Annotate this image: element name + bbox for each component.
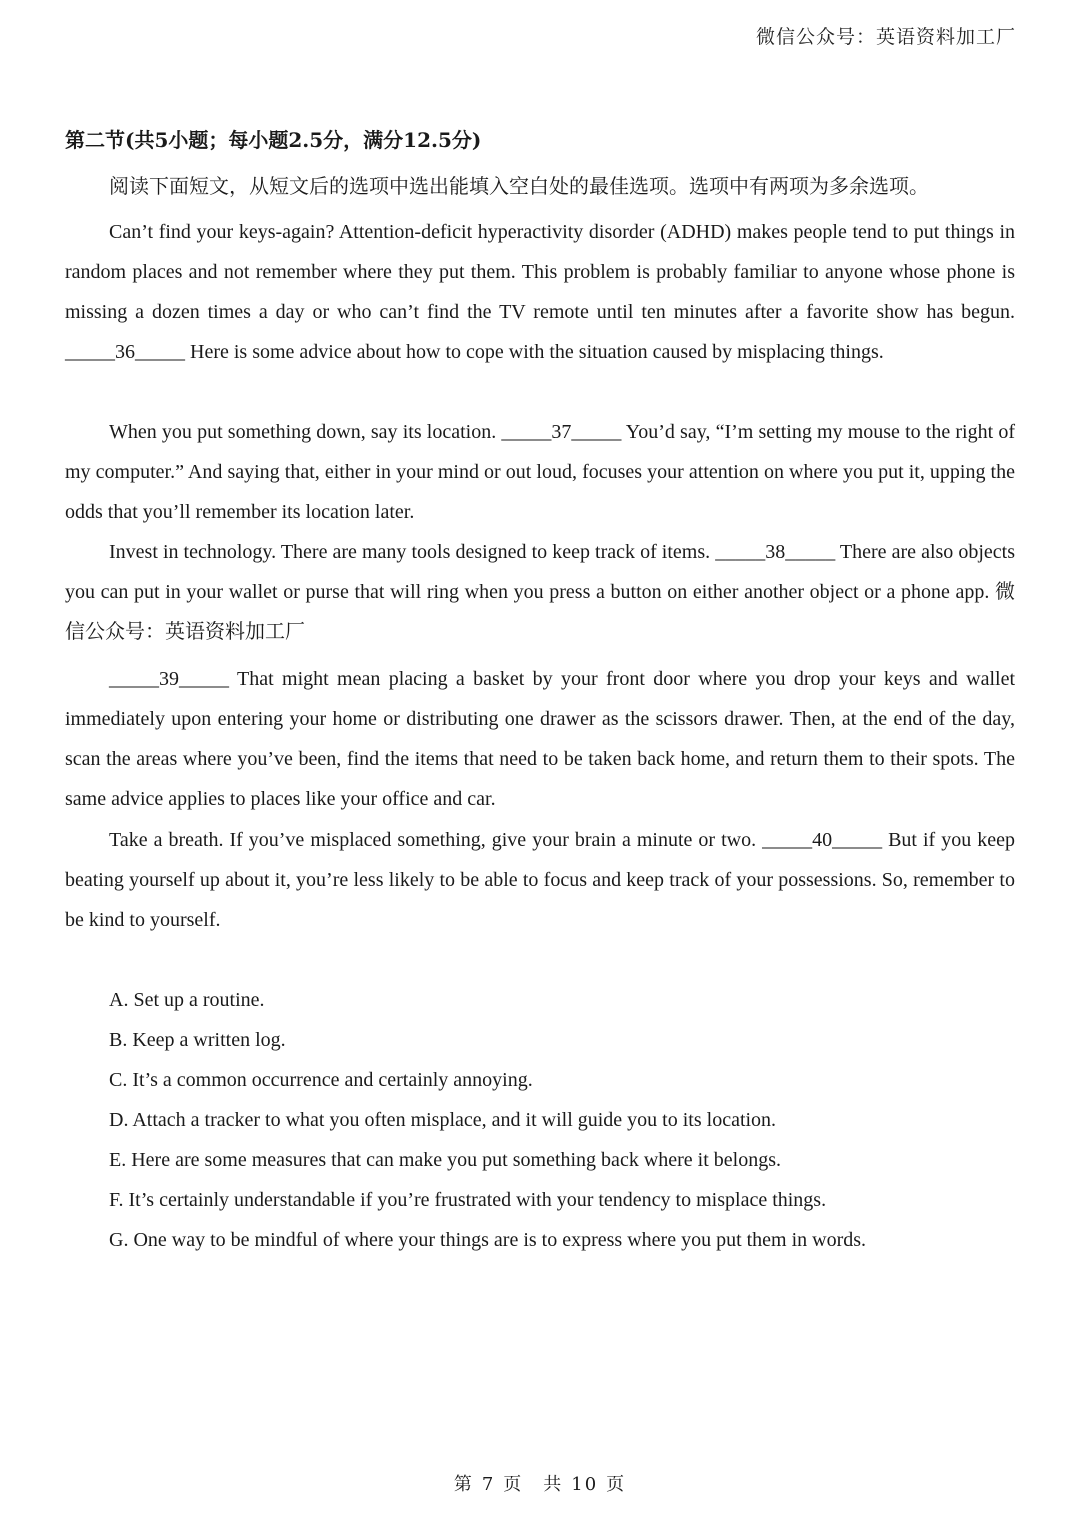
footer-prefix: 第 <box>453 1474 474 1495</box>
option-a: A. Set up a routine. <box>109 989 265 1011</box>
passage-paragraph-3: Invest in technology. There are many tools designed to keep track of items. _____38_____ There are also objects you can put in your wallet or purse that will ring when you press a button on either another object or a phone app. 微信公众号：英语资料加工厂 <box>65 541 1015 643</box>
passage-paragraph-2: When you put something down, say its location. _____37_____ You’d say, “I’m setting my mouse to the right of my computer.” And saying that, either in your mind or out loud, focuses your attention on where you put it, upping the odds that you’ll remember its location later. <box>65 421 1015 523</box>
option-e: E. Here are some measures that can make you put something back where it belongs. <box>109 1149 782 1171</box>
options-list <box>109 980 866 1260</box>
option-f: F. It’s certainly understandable if you’re frustrated with your tendency to misplace things. <box>109 1189 827 1211</box>
passage-paragraph-5: Take a breath. If you’ve misplaced something, give your brain a minute or two. _____40_____ But if you keep beating yourself up about it, you’re less likely to be able to focus and keep track of your possessions. So, remember to be kind to yourself. <box>65 829 1015 931</box>
option-c: C. It’s a common occurrence and certainly annoying. <box>109 1069 533 1091</box>
footer-page-number: 7 <box>481 1474 496 1495</box>
passage-paragraph-4: _____39_____ That might mean placing a basket by your front door where you drop your keys and wallet immediately upon entering your home or distributing one drawer as the scissors drawer. Then, at the end of the day, scan the areas where you’ve been, find the items that need to be taken back home, and return them to their spots. The same advice applies to places like your office and car. <box>65 668 1015 810</box>
header-watermark: 微信公众号：英语资料加工厂 <box>755 26 1016 48</box>
section-title: 第二节(共5小题；每小题2.5分，满分12.5分) <box>65 128 482 152</box>
option-d: D. Attach a tracker to what you often misplace, and it will guide you to its location. <box>109 1109 777 1131</box>
option-b: B. Keep a written log. <box>109 1029 286 1051</box>
footer-suffix: 页 <box>606 1474 627 1495</box>
footer-mid: 页 共 <box>503 1474 564 1495</box>
passage-paragraph-1: Can’t find your keys-again? Attention-deficit hyperactivity disorder (ADHD) makes people tend to put things in random places and not remember where they put them. This problem is probably familiar to anyone whose phone is missing a dozen times a day or who can’t find the TV remote until ten minutes after a favorite show has begun. _____36_____ Here is some advice about how to cope with the situation caused by misplacing things. <box>65 221 1015 363</box>
page-footer <box>0 1470 1080 1496</box>
footer-total-pages: 10 <box>571 1474 599 1495</box>
option-g: G. One way to be mindful of where your things are is to express where you put them in words. <box>109 1229 867 1251</box>
section-instruction: 阅读下面短文，从短文后的选项中选出能填入空白处的最佳选项。选项中有两项为多余选项。 <box>109 174 929 198</box>
